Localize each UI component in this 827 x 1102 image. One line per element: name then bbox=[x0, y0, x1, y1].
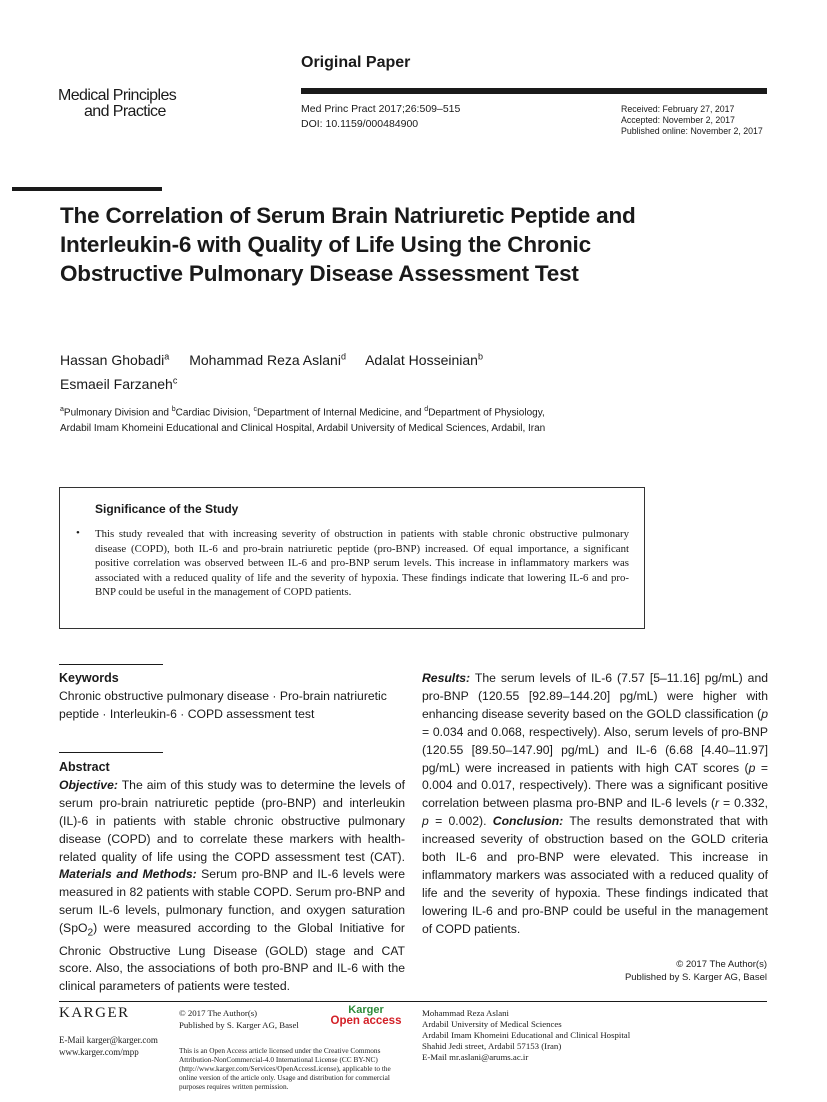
author-list bbox=[60, 346, 620, 395]
methods-label: Materials and Methods: bbox=[59, 867, 197, 882]
abstract-body-cont bbox=[422, 670, 768, 939]
copyright-notice bbox=[560, 958, 767, 984]
footer-publisher-line: Published by S. Karger AG, Basel bbox=[179, 1019, 299, 1030]
license-text: This is an Open Access article licensed under the Creative Commons Attribution-NonCommercial-4.0 International License (CC BY-NC) (http://www.karger.com/Services/OpenAccessLicense), applicable to the online version of the article only. Usage and distribution for commercial purposes requires written permission. bbox=[179, 1046, 391, 1092]
author bbox=[60, 376, 177, 392]
methods-text: Serum pro-BNP and IL-6 levels were measured in 82 patients with stable COPD. Serum pro-BNP and serum IL-6 levels, pulmonary function, and oxygen saturation (SpO bbox=[59, 867, 405, 936]
keywords-rule bbox=[59, 664, 163, 665]
p-symbol: p bbox=[748, 760, 756, 775]
abstract-column-right bbox=[422, 670, 768, 939]
footer-rule bbox=[59, 1001, 767, 1002]
objective-text: The aim of this study was to determine the levels of serum pro-brain natriuretic peptide (pro-BNP) and interleukin (IL)-6 in patients with stable chronic obstructive pulmonary disease (COPD) and to correlate these markers with health-related quality of life using the COPD assessment test (CAT). bbox=[59, 777, 405, 864]
p-symbol: p bbox=[422, 814, 429, 829]
r-symbol: r bbox=[715, 796, 720, 811]
open-access-logo bbox=[325, 1005, 407, 1027]
affil-text: Department of Internal Medicine, and bbox=[256, 407, 425, 419]
journal-logo bbox=[58, 88, 176, 120]
author-affiliation-mark: c bbox=[172, 375, 178, 386]
footer-copyright bbox=[179, 1008, 299, 1031]
affil-mark: d bbox=[424, 406, 429, 413]
journal-logo-line2: and Practice bbox=[84, 103, 166, 120]
header-rule bbox=[301, 88, 767, 94]
conclusion-label: Conclusion: bbox=[492, 814, 564, 829]
correspondence-email[interactable]: E-Mail mr.aslani@arums.ac.ir bbox=[422, 1052, 529, 1062]
methods-text-cont: ) were measured according to the Global Initiative for Chronic Obstructive Lung Disease (GOLD) stage and CAT score. Also, the associations of both pro-BNP and IL-6 with the clinical parameters of patients were tested. bbox=[59, 921, 405, 994]
bullet-icon: • bbox=[76, 527, 80, 539]
affil-mark: c bbox=[253, 406, 257, 413]
results-text: = 0.332, bbox=[719, 796, 768, 811]
title-rule bbox=[12, 187, 162, 191]
citation: Med Princ Pract 2017;26:509–515 bbox=[301, 103, 461, 115]
affiliation-line2: Ardabil Imam Khomeini Educational and Clinical Hospital, Ardabil University of Medical Sciences, Ardabil, Iran bbox=[60, 423, 546, 435]
affil-mark: a bbox=[60, 406, 64, 413]
p-symbol: p bbox=[761, 706, 768, 721]
affil-text: Cardiac Division, bbox=[175, 407, 254, 419]
publisher-website[interactable]: www.karger.com/mpp bbox=[59, 1046, 139, 1057]
author-name: Mohammad Reza Aslani bbox=[189, 351, 341, 368]
affil-mark: b bbox=[171, 406, 176, 413]
author-affiliation-mark: a bbox=[164, 351, 170, 361]
doi: DOI: 10.1159/000484900 bbox=[301, 118, 419, 130]
results-label: Results: bbox=[422, 671, 471, 685]
paper-type-label: Original Paper bbox=[301, 54, 411, 71]
footer-copyright-line: © 2017 The Author(s) bbox=[179, 1008, 258, 1018]
abstract-rule bbox=[59, 752, 163, 753]
affiliation-line1 bbox=[60, 402, 660, 421]
publisher-email[interactable]: E-Mail karger@karger.com bbox=[59, 1035, 158, 1045]
open-access-logo-line2: Open access bbox=[330, 1015, 402, 1027]
results-text: = 0.004 and 0.017, respectively). There was a significant positive correlation between plasma pro-BNP and IL-6 levels ( bbox=[422, 760, 768, 811]
journal-logo-line1: Medical Principles bbox=[58, 87, 177, 104]
author-affiliation-mark: b bbox=[477, 351, 483, 361]
keywords-heading: Keywords bbox=[59, 671, 119, 685]
significance-text: This study revealed that with increasing severity of obstruction in patients with stable chronic obstructive pulmonary disease (COPD), both IL-6 and pro-brain natriuretic peptide (pro-BNP) increased. Of equal importance, a significant positive correlation was observed between IL-6 and pro-BNP serum levels. This increase in inflammatory markers was associated with a reduced quality of life and the severity of hypoxia. These findings indicate that lowering IL-6 and pro-BNP could be useful in the management of COPD patients. bbox=[95, 528, 629, 599]
publication-dates bbox=[621, 104, 763, 137]
open-access-logo-line1: Karger bbox=[348, 1004, 384, 1016]
results-text: = 0.002). bbox=[428, 814, 493, 829]
correspondence-line: Shahid Jedi street, Ardabil 57153 (Iran) bbox=[422, 1041, 562, 1051]
author-name: Adalat Hosseinian bbox=[365, 351, 478, 368]
correspondence-line: Ardabil University of Medical Sciences bbox=[422, 1019, 562, 1029]
keywords-section bbox=[59, 670, 405, 724]
abstract-column-left bbox=[59, 759, 405, 994]
correspondence-line: Ardabil Imam Khomeini Educational and Clinical Hospital bbox=[422, 1030, 631, 1040]
author bbox=[365, 352, 483, 368]
abstract-body bbox=[59, 777, 405, 996]
publisher-contact bbox=[59, 1035, 158, 1058]
copyright-line: © 2017 The Author(s) bbox=[676, 959, 767, 970]
objective-label: Objective: bbox=[59, 777, 118, 792]
significance-box bbox=[59, 487, 645, 629]
keywords-text: Chronic obstructive pulmonary disease · Pro-brain natriuretic peptide · Interleukin-6 · COPD assessment test bbox=[59, 688, 387, 721]
conclusion-text: The results demonstrated that with increased severity of obstruction based on the GOLD criteria both IL-6 and pro-BNP were elevated. This increase in inflammatory markers was associated with a reduced quality of life and the severity of hypoxia. These findings indicated that lowering IL-6 and pro-BNP could be useful in the management of COPD patients. bbox=[422, 814, 768, 936]
published-date: Published online: November 2, 2017 bbox=[621, 126, 763, 136]
received-date: Received: February 27, 2017 bbox=[621, 104, 735, 114]
citation-block bbox=[301, 102, 460, 132]
author-name: Hassan Ghobadi bbox=[60, 351, 165, 368]
accepted-date: Accepted: November 2, 2017 bbox=[621, 115, 735, 125]
karger-logo: KARGER bbox=[59, 1005, 130, 1021]
author bbox=[189, 352, 346, 368]
author-name: Esmaeil Farzaneh bbox=[60, 376, 173, 393]
publisher-line: Published by S. Karger AG, Basel bbox=[624, 972, 767, 983]
affil-text: Department of Physiology, bbox=[428, 407, 545, 419]
significance-heading: Significance of the Study bbox=[95, 502, 239, 516]
subscript: 2 bbox=[87, 927, 94, 939]
affiliations bbox=[60, 402, 660, 437]
results-text: = 0.034 and 0.068, respectively). Also, serum levels of pro-BNP (120.55 [89.50–147.90] pg/mL) and IL-6 (6.68 [4.40–11.97] pg/mL) were increased in patients with high CAT scores ( bbox=[422, 724, 768, 775]
affil-text: Pulmonary Division and bbox=[63, 407, 172, 419]
results-text: The serum levels of IL-6 (7.57 [5–11.16] pg/mL) and pro-BNP (120.55 [92.89–144.20] pg/mL) were higher with enhancing disease severity based on the GOLD classification ( bbox=[422, 671, 768, 721]
author bbox=[60, 352, 169, 368]
author-affiliation-mark: d bbox=[340, 351, 346, 361]
correspondence-name: Mohammad Reza Aslani bbox=[422, 1008, 509, 1018]
correspondence bbox=[422, 1008, 630, 1063]
article-title: The Correlation of Serum Brain Natriuretic Peptide and Interleukin-6 with Quality of Life Using the Chronic Obstructive Pulmonary Disease Assessment Test bbox=[60, 203, 636, 286]
abstract-heading: Abstract bbox=[59, 760, 110, 774]
